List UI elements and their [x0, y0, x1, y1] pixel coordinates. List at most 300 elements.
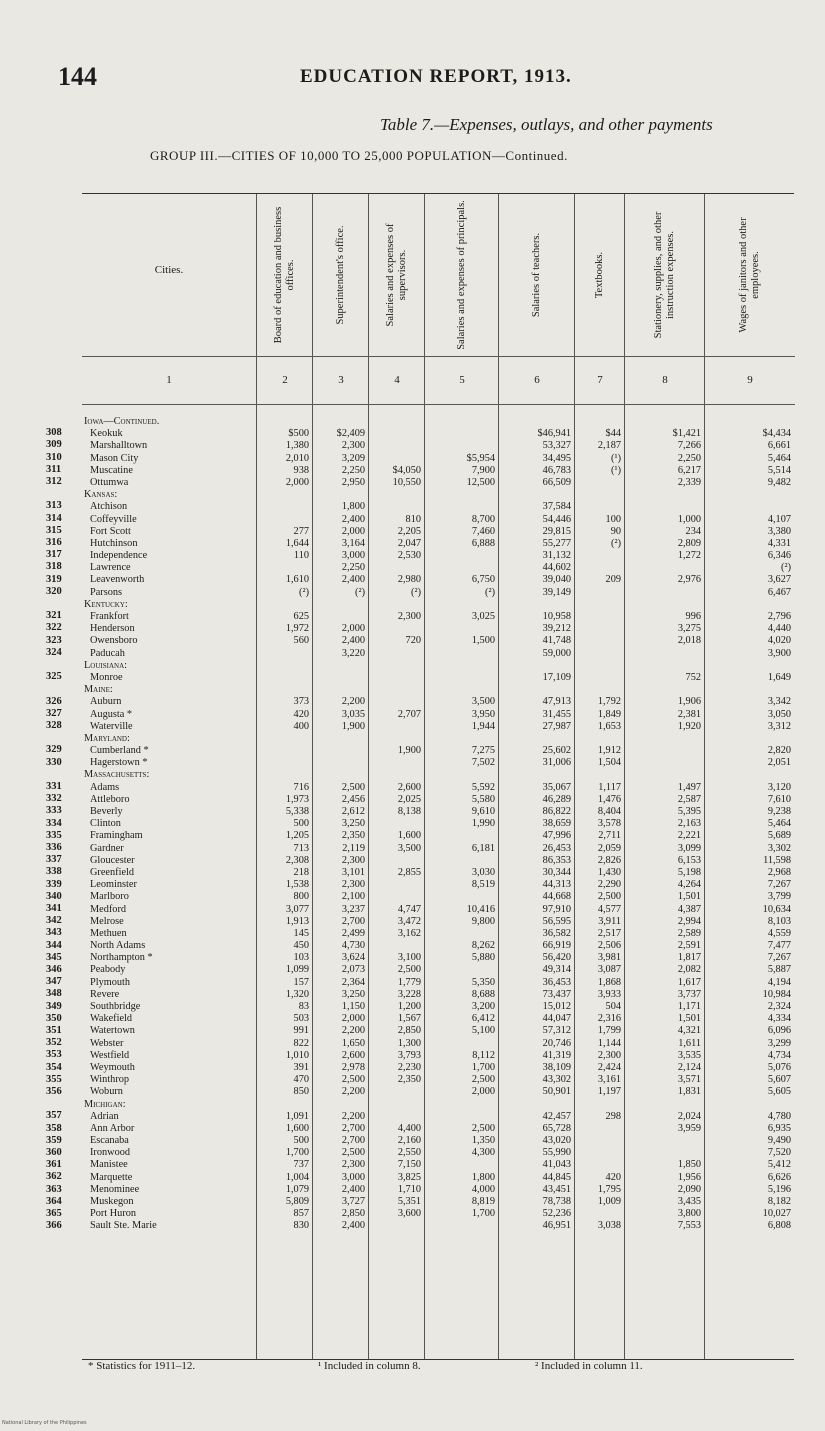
column-header-label: Salaries of teachers. — [531, 232, 542, 318]
row-number: 360 — [46, 1147, 62, 1158]
row-number: 321 — [46, 610, 62, 622]
table-cell — [425, 928, 499, 940]
table-cell: 2,187 — [597, 440, 621, 452]
column-number: 7 — [575, 356, 625, 405]
table-cell: 100 — [605, 513, 621, 525]
table-cell: 1,644 — [285, 537, 309, 549]
table-cell: 2,300 — [341, 1159, 365, 1171]
city-name: Port Huron — [90, 1208, 137, 1220]
table-cell: 2,250 — [677, 452, 701, 464]
table-cell: (²) — [411, 586, 421, 598]
table-cell: 3,162 — [397, 927, 421, 939]
table-cell: 5,338 — [285, 806, 309, 817]
row-number: 338 — [46, 866, 62, 878]
table-cell: 9,482 — [767, 476, 791, 488]
table-cell — [313, 757, 369, 769]
table-cell — [313, 1099, 369, 1111]
table-cell: 2,400 — [341, 574, 365, 586]
row-number: 340 — [46, 890, 62, 902]
table-cell: 3,312 — [767, 720, 791, 732]
table-cell: 6,626 — [767, 1171, 791, 1183]
table-cell: 12,500 — [466, 476, 495, 488]
table-cell: 36,582 — [542, 927, 571, 939]
table-cell: 2,000 — [341, 1013, 365, 1025]
column-number: 9 — [705, 356, 795, 405]
table-cell: 2,000 — [285, 476, 309, 488]
footnote-two: ² Included in column 11. — [535, 1360, 643, 1372]
table-cell — [425, 1159, 499, 1171]
table-cell: 6,750 — [471, 574, 495, 586]
table-cell: 2,308 — [285, 854, 309, 866]
table-cell: 2,073 — [341, 964, 365, 976]
table-cell: 2,119 — [342, 842, 365, 854]
table-cell: 6,661 — [767, 440, 791, 452]
table-cell: 3,578 — [597, 818, 621, 830]
table-cell: 810 — [405, 513, 421, 525]
row-number: 341 — [46, 903, 62, 914]
table-cell: 43,451 — [542, 1183, 571, 1195]
table-cell: 52,236 — [542, 1208, 571, 1220]
table-cell — [425, 830, 499, 842]
city-name: Paducah — [90, 647, 125, 659]
column-header — [625, 194, 705, 357]
table-cell: 2,500 — [597, 891, 621, 903]
table-cell — [705, 1099, 795, 1111]
table-cell: 2,025 — [397, 793, 421, 805]
table-cell: 1,849 — [597, 708, 621, 720]
table-cell — [625, 769, 705, 781]
city-name: Melrose — [90, 915, 124, 927]
table-cell: 1,600 — [397, 830, 421, 842]
table-cell — [575, 1147, 625, 1159]
table-cell — [625, 745, 705, 757]
table-cell: $2,409 — [336, 428, 365, 440]
table-cell: $5,954 — [466, 452, 495, 464]
table-cell: 3,000 — [341, 550, 365, 562]
row-number: 333 — [46, 805, 62, 817]
table-cell: 47,996 — [542, 830, 571, 842]
row-number: 358 — [46, 1122, 62, 1134]
scan-credit: National Library of the Philippines — [2, 1420, 87, 1426]
table-cell — [369, 660, 425, 672]
city-name: Waterville — [90, 720, 133, 732]
table-cell: 8,112 — [472, 1049, 495, 1061]
table-cell: 737 — [293, 1159, 309, 1171]
row-number: 345 — [46, 951, 62, 963]
table-cell: 1,272 — [677, 550, 701, 562]
table-cell: 5,605 — [767, 1086, 791, 1098]
table-cell — [425, 416, 499, 428]
city-name: Manistee — [90, 1159, 128, 1171]
city-name: Independence — [90, 550, 148, 562]
table-cell: 1,920 — [677, 720, 701, 732]
table-cell: 1,710 — [397, 1183, 421, 1195]
table-cell — [369, 562, 425, 574]
table-cell: 3,035 — [341, 708, 365, 720]
row-number: 344 — [46, 939, 62, 951]
table-cell: 2,163 — [677, 818, 701, 830]
table-cell — [257, 733, 313, 745]
table-cell: 2,600 — [397, 781, 421, 793]
table-cell: 17,109 — [542, 671, 571, 683]
table-cell: 2,500 — [341, 1074, 365, 1086]
table-cell: 41,748 — [542, 635, 571, 647]
row-number: 314 — [46, 512, 62, 524]
table-cell — [625, 489, 705, 501]
table-cell: 2,517 — [597, 927, 621, 939]
state-heading: Iowa—Continued. — [84, 416, 160, 427]
table-cell: 3,627 — [767, 574, 791, 586]
table-cell: 56,595 — [542, 915, 571, 927]
table-cell: 2,400 — [341, 635, 365, 647]
table-cell: 1,868 — [597, 976, 621, 988]
table-cell: 20,746 — [542, 1037, 571, 1049]
row-number: 335 — [46, 829, 62, 841]
table-cell: 1,501 — [677, 891, 701, 903]
table-cell: 3,237 — [341, 903, 365, 915]
table-cell: 560 — [293, 635, 309, 647]
table-cell: (²) — [781, 562, 791, 574]
table-cell: 2,500 — [397, 964, 421, 976]
city-name: Fort Scott — [90, 525, 131, 537]
table-cell: 46,783 — [542, 464, 571, 476]
table-cell — [369, 489, 425, 501]
table-cell: 2,400 — [341, 1183, 365, 1195]
table-cell — [499, 489, 575, 501]
table-cell — [499, 769, 575, 781]
table-cell: $46,941 — [537, 428, 571, 440]
table-cell: 10,027 — [762, 1208, 791, 1220]
table-cell — [625, 562, 705, 574]
city-name: Beverly — [90, 806, 123, 817]
table-cell: 2,230 — [397, 1061, 421, 1073]
row-number: 362 — [46, 1171, 62, 1183]
table-cell: 4,440 — [767, 623, 791, 635]
table-cell: 3,799 — [767, 891, 791, 903]
table-cell — [625, 757, 705, 769]
table-cell: 1,567 — [397, 1013, 421, 1025]
table-cell — [425, 1099, 499, 1111]
table-cell — [369, 416, 425, 428]
table-cell: 35,067 — [542, 781, 571, 793]
table-cell: 470 — [293, 1074, 309, 1086]
table-cell: 6,935 — [767, 1122, 791, 1134]
table-cell: 44,845 — [542, 1171, 571, 1183]
table-cell: 503 — [293, 1013, 309, 1025]
table-title: Table 7.—Expenses, outlays, and other payments — [380, 115, 713, 134]
city-name: Attleboro — [90, 793, 130, 805]
table-cell — [575, 1123, 625, 1135]
table-cell — [425, 599, 499, 611]
table-cell: $500 — [288, 428, 309, 440]
table-cell — [575, 416, 625, 428]
table-cell: 1,850 — [677, 1159, 701, 1171]
table-cell: 3,950 — [471, 708, 495, 720]
table-cell: 2,200 — [341, 1110, 365, 1122]
table-cell: 2,100 — [341, 891, 365, 903]
table-cell — [499, 599, 575, 611]
column-header-label: Wages of janitors and other employees. — [738, 217, 761, 333]
table-cell — [705, 416, 795, 428]
table-cell: 1,700 — [471, 1061, 495, 1073]
table-cell: 31,006 — [542, 757, 571, 769]
row-number: 315 — [46, 524, 62, 536]
table-cell — [499, 733, 575, 745]
table-cell: 7,266 — [677, 440, 701, 452]
table-cell: 2,200 — [341, 1025, 365, 1037]
table-cell: 218 — [293, 866, 309, 878]
table-cell: 8,519 — [471, 879, 495, 891]
table-cell: 7,900 — [471, 464, 495, 476]
city-name: Frankfort — [90, 611, 129, 622]
column-header-label: Textbooks. — [594, 251, 605, 299]
column-5 — [424, 194, 499, 1359]
table-cell: 1,700 — [471, 1208, 495, 1220]
city-name: Methuen — [90, 927, 127, 939]
table-cell: 4,334 — [767, 1013, 791, 1025]
table-cell: 3,933 — [597, 988, 621, 1000]
table-cell: 277 — [293, 525, 309, 537]
table-cell: 2,300 — [341, 854, 365, 866]
table-cell: 7,502 — [471, 757, 495, 769]
table-cell: 1,476 — [597, 793, 621, 805]
city-name: Menominee — [90, 1183, 140, 1195]
footnote-one: ¹ Included in column 8. — [318, 1360, 421, 1372]
table-cell — [369, 623, 425, 635]
city-name: Medford — [90, 903, 127, 915]
table-cell — [575, 489, 625, 501]
column-number: 5 — [425, 356, 499, 405]
table-cell: 10,416 — [466, 903, 495, 915]
column-7 — [574, 194, 625, 1359]
table-cell: 4,577 — [597, 903, 621, 915]
table-cell: 5,880 — [471, 952, 495, 964]
table-cell — [257, 684, 313, 696]
table-cell: 1,800 — [471, 1171, 495, 1183]
table-cell: 391 — [293, 1061, 309, 1073]
table-cell: 36,453 — [542, 976, 571, 988]
table-cell: 10,984 — [762, 988, 791, 1000]
column-header — [257, 194, 313, 357]
row-number: 327 — [46, 707, 62, 719]
table-cell: 2,700 — [341, 1122, 365, 1134]
table-cell: 41,043 — [542, 1159, 571, 1171]
table-cell: 1,091 — [285, 1110, 309, 1122]
table-cell: 1,649 — [767, 671, 791, 683]
table-cell: 39,212 — [542, 623, 571, 635]
table-cell: 7,520 — [767, 1147, 791, 1159]
column-number: 2 — [257, 356, 313, 405]
table-cell: 3,472 — [397, 915, 421, 927]
table-cell: 44,668 — [542, 891, 571, 903]
table-cell: 31,132 — [542, 550, 571, 562]
table-cell: 850 — [293, 1086, 309, 1098]
table-cell: 39,040 — [542, 574, 571, 586]
row-number: 337 — [46, 854, 62, 866]
table-cell: 2,200 — [341, 696, 365, 708]
table-cell: 2,205 — [397, 525, 421, 537]
row-number: 349 — [46, 1000, 62, 1012]
table-cell — [369, 1086, 425, 1098]
table-cell: 8,819 — [471, 1196, 495, 1207]
table-cell: 5,351 — [397, 1196, 421, 1207]
table-cell: 2,300 — [597, 1049, 621, 1061]
table-cell: 2,250 — [341, 464, 365, 476]
table-cell: 3,500 — [471, 696, 495, 708]
city-name: Ann Arbor — [90, 1122, 135, 1134]
table-cell — [625, 684, 705, 696]
table-cell: 2,700 — [341, 1135, 365, 1147]
table-cell — [369, 855, 425, 867]
table-cell: $4,434 — [762, 428, 791, 440]
table-cell: 8,182 — [767, 1196, 791, 1207]
table-cell: 8,700 — [471, 513, 495, 525]
table-cell: 66,509 — [542, 476, 571, 488]
table-cell — [575, 733, 625, 745]
city-name: Auburn — [90, 696, 122, 708]
table-cell: 3,500 — [397, 842, 421, 854]
city-name: Weymouth — [90, 1061, 135, 1073]
table-cell: 2,700 — [341, 915, 365, 927]
row-number: 353 — [46, 1049, 62, 1061]
table-cell: 47,913 — [542, 696, 571, 708]
table-cell: 3,911 — [598, 915, 621, 927]
table-cell: 1,200 — [397, 1001, 421, 1012]
state-heading: Kentucky: — [84, 598, 128, 610]
table-cell: 1,099 — [285, 964, 309, 976]
table-cell: 3,981 — [597, 952, 621, 964]
column-header — [425, 194, 499, 357]
row-number: 336 — [46, 842, 62, 853]
table-cell — [425, 550, 499, 562]
row-number: 364 — [46, 1195, 62, 1207]
city-name: Hutchinson — [90, 537, 138, 549]
table-cell — [499, 684, 575, 696]
table-cell: 3,727 — [341, 1196, 365, 1207]
table-cell: 3,250 — [341, 988, 365, 1000]
table-cell — [425, 964, 499, 976]
table-cell — [575, 587, 625, 599]
table-cell: 4,321 — [677, 1025, 701, 1037]
table-cell — [313, 769, 369, 781]
table-cell: 3,030 — [471, 866, 495, 878]
table-cell — [369, 879, 425, 891]
table-cell: 86,822 — [542, 806, 571, 817]
city-name: Westfield — [90, 1049, 130, 1061]
table-cell: 9,610 — [471, 806, 495, 817]
table-cell — [575, 1159, 625, 1171]
table-cell — [257, 501, 313, 513]
table-cell: 1,611 — [678, 1037, 701, 1049]
table-cell: 400 — [293, 720, 309, 732]
table-cell: 5,514 — [767, 464, 791, 476]
table-cell: (¹) — [611, 464, 621, 476]
table-cell: 3,571 — [677, 1074, 701, 1086]
table-cell: 2,707 — [397, 708, 421, 720]
table-cell: 10,550 — [392, 476, 421, 488]
column-header — [705, 194, 795, 357]
table-cell: 1,800 — [341, 501, 365, 513]
table-cell: 6,181 — [471, 842, 495, 854]
table-cell — [425, 428, 499, 440]
city-name: Muscatine — [90, 464, 133, 476]
table-cell — [369, 501, 425, 513]
table-cell: 2,978 — [341, 1061, 365, 1073]
table-cell — [499, 416, 575, 428]
table-cell: 1,972 — [285, 623, 309, 635]
city-name: Southbridge — [90, 1001, 141, 1012]
column-number: 4 — [369, 356, 425, 405]
table-cell: 9,238 — [767, 806, 791, 817]
table-cell: 800 — [293, 891, 309, 903]
table-cell: 10,958 — [542, 611, 571, 622]
table-cell — [425, 501, 499, 513]
table-cell: 1,792 — [597, 696, 621, 708]
table-cell: 78,738 — [542, 1196, 571, 1207]
table-cell: 8,404 — [597, 806, 621, 817]
row-number: 359 — [46, 1134, 62, 1146]
city-name: Augusta * — [90, 708, 133, 720]
table-cell: 3,275 — [677, 623, 701, 635]
table-cell: 3,200 — [471, 1001, 495, 1012]
table-cell — [425, 672, 499, 684]
table-cell: 38,109 — [542, 1061, 571, 1073]
table-cell — [257, 416, 313, 428]
table-cell: 3,959 — [677, 1122, 701, 1134]
table-cell: 43,302 — [542, 1074, 571, 1086]
state-heading: Maryland: — [84, 732, 130, 744]
row-number: 354 — [46, 1061, 62, 1073]
table-cell: 2,855 — [397, 866, 421, 878]
table-cell — [575, 1135, 625, 1147]
table-cell: 2,530 — [397, 550, 421, 562]
table-cell: 2,200 — [341, 1086, 365, 1098]
table-cell — [369, 1111, 425, 1123]
row-number: 332 — [46, 793, 62, 805]
column-4 — [368, 194, 425, 1359]
table-cell — [705, 599, 795, 611]
table-cell: 6,412 — [471, 1013, 495, 1025]
row-number: 331 — [46, 781, 62, 792]
table-cell — [625, 1135, 705, 1147]
column-3 — [312, 194, 369, 1359]
row-number: 313 — [46, 500, 62, 512]
table-cell: 4,194 — [767, 976, 791, 988]
row-number: 328 — [46, 720, 62, 731]
running-head: EDUCATION REPORT, 1913. — [300, 66, 572, 87]
table-cell: 3,000 — [341, 1171, 365, 1183]
table-cell: 2,364 — [341, 976, 365, 988]
column-6 — [498, 194, 575, 1359]
table-cell — [257, 1099, 313, 1111]
table-cell: 7,267 — [767, 879, 791, 891]
table-cell: 9,800 — [471, 915, 495, 927]
table-cell — [369, 428, 425, 440]
table-cell: 7,150 — [397, 1159, 421, 1171]
row-number: 311 — [46, 463, 62, 475]
table-cell — [425, 562, 499, 574]
row-number: 326 — [46, 695, 62, 707]
column-header-label: Stationery, supplies, and other instruction expenses. — [653, 211, 676, 339]
table-cell: 1,300 — [397, 1037, 421, 1049]
table-cell: 720 — [405, 635, 421, 647]
table-cell — [705, 733, 795, 745]
state-heading: Michigan: — [84, 1098, 126, 1110]
city-name: Ironwood — [90, 1147, 131, 1159]
table-cell: 1,653 — [597, 720, 621, 732]
table-cell — [575, 562, 625, 574]
table-cell: 103 — [293, 952, 309, 964]
